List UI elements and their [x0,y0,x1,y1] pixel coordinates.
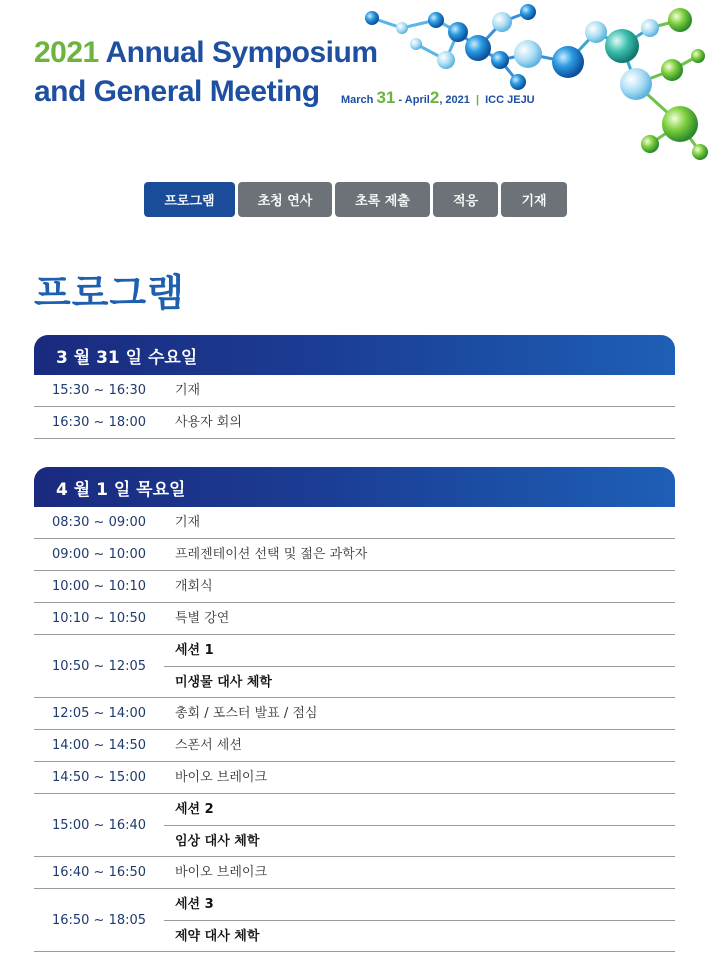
time-slot: 10:50 ~ 12:05 [51,658,147,674]
schedule-row [34,857,675,889]
molecule-illustration [350,0,711,170]
session-title: 스폰서 세션 [175,738,242,753]
session-title: 바이오 브레이크 [175,865,268,880]
page-header [0,0,711,170]
venue-divider: | [475,94,480,106]
time-slot: 14:00 ~ 14:50 [51,738,147,753]
schedule-row [34,889,675,952]
day-header: 3 월 31 일 수요일 [34,335,675,375]
time-slot: 08:30 ~ 09:00 [51,515,147,530]
schedule-day-1 [34,335,675,439]
event-title-line2: and General Meeting [34,75,320,108]
schedule-row [34,698,675,730]
schedule-day-2 [34,467,675,952]
session-title: 프레젠테이션 선택 및 젊은 과학자 [175,547,368,562]
time-slot: 12:05 ~ 14:00 [51,706,147,721]
schedule-row [34,794,675,857]
nav-tab-registration[interactable]: 기재 [501,182,567,217]
schedule-row [34,762,675,794]
schedule-row [34,407,675,439]
time-slot: 16:50 ~ 18:05 [51,912,147,928]
session-title: 임상 대사 체학 [164,825,675,856]
session-title: 제약 대사 체학 [164,920,675,951]
session-title: 기재 [175,383,201,398]
schedule-row [34,571,675,603]
date-month-end: April [404,94,430,106]
session-title: 특별 강연 [175,611,230,626]
session-title: 기재 [175,515,201,530]
schedule-row [34,603,675,635]
schedule-row [34,539,675,571]
page-title: 프로그램 [34,271,185,315]
time-slot: 10:00 ~ 10:10 [51,579,147,594]
time-slot: 15:00 ~ 16:40 [51,817,147,833]
nav-tab-program[interactable]: 프로그램 [144,182,235,217]
day-header: 4 월 1 일 목요일 [34,467,675,507]
nav-tab-abstract-submission[interactable]: 초록 제출 [335,182,430,217]
schedule-row [34,375,675,407]
session-title: 총회 / 포스터 발표 / 점심 [175,706,318,721]
date-separator: - [398,94,403,106]
nav-tab-invited-speakers[interactable]: 초청 연사 [238,182,332,217]
date-year: , 2021 [439,94,470,106]
time-slot: 10:10 ~ 10:50 [51,611,147,626]
session-title: 미생물 대사 체학 [164,666,675,697]
time-slot: 16:40 ~ 16:50 [51,865,147,880]
session-title: 개회식 [175,579,213,594]
schedule-row [34,635,675,698]
session-title: 바이오 브레이크 [175,770,268,785]
time-slot: 16:30 ~ 18:00 [51,415,147,430]
event-venue: ICC JEJU [485,94,535,106]
session-label: 세션 2 [175,802,214,817]
session-title: 사용자 회의 [175,415,242,430]
nav-tab-accommodation[interactable]: 적응 [433,182,498,217]
event-title [34,36,378,70]
date-day-start: 31 [376,88,396,107]
date-month-start: March [341,94,374,106]
session-label: 세션 3 [175,897,214,912]
time-slot: 14:50 ~ 15:00 [51,770,147,785]
event-title-main: Annual Symposium [105,36,378,69]
time-slot: 09:00 ~ 10:00 [51,547,147,562]
section-nav [144,182,567,217]
schedule-row [34,730,675,762]
date-day-end: 2 [429,88,440,107]
schedule-row [34,507,675,539]
session-label: 세션 1 [175,643,214,658]
event-title-year: 2021 [34,36,99,69]
time-slot: 15:30 ~ 16:30 [51,383,147,398]
